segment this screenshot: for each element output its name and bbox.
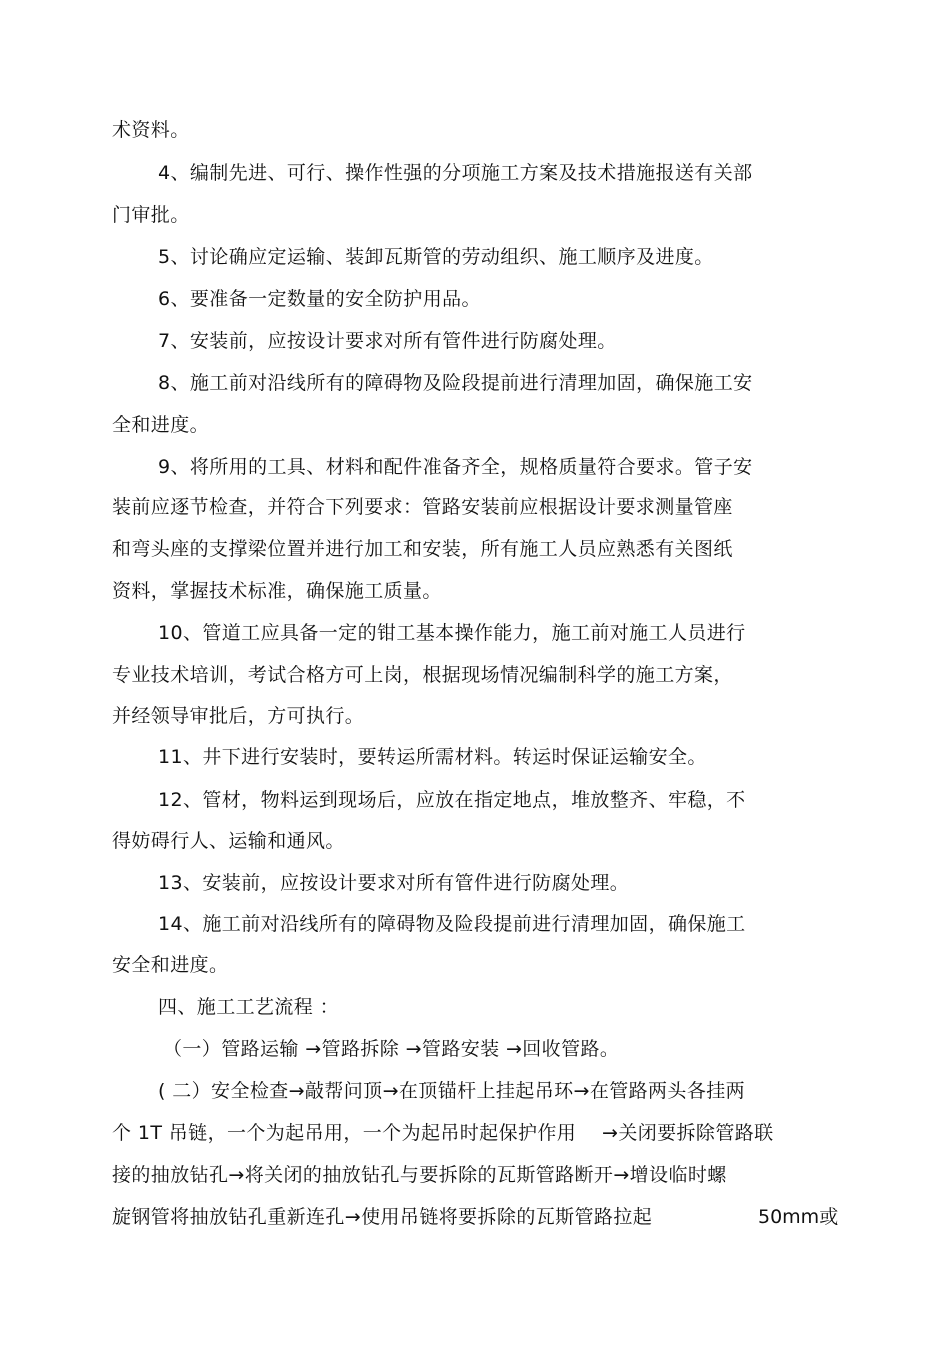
text-line: 全和进度。 xyxy=(112,414,210,436)
text-line: 资料，掌握技术标准，确保施工质量。 xyxy=(112,580,442,602)
text-line: 10、管道工应具备一定的钳工基本操作能力，施工前对施工人员进行 xyxy=(158,622,746,644)
text-line: 7、安装前，应按设计要求对所有管件进行防腐处理。 xyxy=(158,330,617,352)
text-line: 11、井下进行安装时，要转运所需材料。转运时保证运输安全。 xyxy=(158,746,707,768)
text-line: 9、将所用的工具、材料和配件准备齐全，规格质量符合要求。管子安 xyxy=(158,456,753,478)
text-line: 安全和进度。 xyxy=(112,954,229,976)
text-line: 14、施工前对沿线所有的障碍物及险段提前进行清理加固，确保施工 xyxy=(158,913,746,935)
text-line: 术资料。 xyxy=(112,119,190,141)
text-line: 5、讨论确应定运输、装卸瓦斯管的劳动组织、施工顺序及进度。 xyxy=(158,246,714,268)
text-line: 得妨碍行人、运输和通风。 xyxy=(112,830,345,852)
text-line: 和弯头座的支撑梁位置并进行加工和安装，所有施工人员应熟悉有关图纸 xyxy=(112,538,733,560)
text-line: 个 1T 吊链，一个为起吊用，一个为起吊时起保护作用 →关闭要拆除管路联 xyxy=(112,1122,774,1144)
section-heading: 四、施工工艺流程 ： xyxy=(158,996,340,1018)
text-line: ( 二）安全检查→敲帮问顶→在顶锚杆上挂起吊环→在管路两头各挂两 xyxy=(158,1080,746,1102)
text-line: （一）管路运输 →管路拆除 →管路安装 →回收管路。 xyxy=(163,1038,620,1060)
text-line: 并经领导审批后，方可执行。 xyxy=(112,705,365,727)
text-line: 门审批。 xyxy=(112,204,190,226)
text-line: 4、编制先进、可行、操作性强的分项施工方案及技术措施报送有关部 xyxy=(158,162,753,184)
text-line: 接的抽放钻孔→将关闭的抽放钻孔与要拆除的瓦斯管路断开→增设临时螺 xyxy=(112,1164,727,1186)
text-line: 6、要准备一定数量的安全防护用品。 xyxy=(158,288,481,310)
text-line: 12、管材，物料运到现场后，应放在指定地点，堆放整齐、牢稳，不 xyxy=(158,789,746,811)
text-line: 专业技术培训，考试合格方可上岗，根据现场情况编制科学的施工方案， xyxy=(112,664,733,686)
text-line: 8、施工前对沿线所有的障碍物及险段提前进行清理加固，确保施工安 xyxy=(158,372,753,394)
text-line: 13、安装前，应按设计要求对所有管件进行防腐处理。 xyxy=(158,872,630,894)
text-line-tail: 50mm或 xyxy=(758,1206,839,1228)
text-line: 旋钢管将抽放钻孔重新连孔→使用吊链将要拆除的瓦斯管路拉起 xyxy=(112,1206,653,1228)
text-line: 装前应逐节检查，并符合下列要求：管路安装前应根据设计要求测量管座 xyxy=(112,496,733,518)
